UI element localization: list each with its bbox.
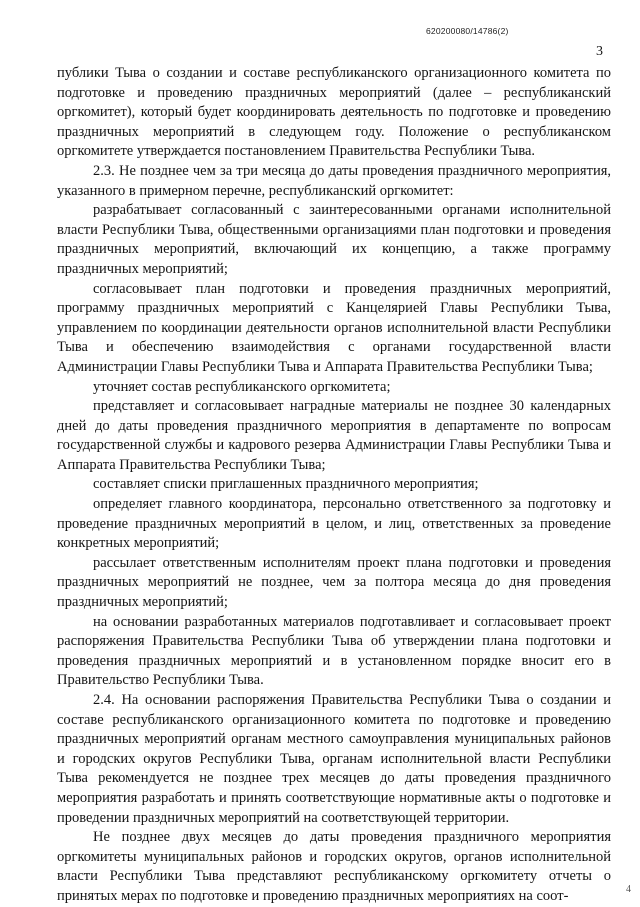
paragraph-award-materials: представляет и согласовывает наградные материалы не позднее 30 календарных дней до даты проведения праздничного мероприятия в департаменте по вопросам государственной службы и кадрового резерва Администрации Главы Республики Тыва и Аппарата Правительства Республики Тыва; bbox=[57, 398, 611, 473]
paragraph-prepares-order: на основании разработанных материалов подготавливает и согласовывает проект распоряжения Правительства Республики Тыва об утверждении плана подготовки и проведения праздничных мероприятий и в установленном порядке вносит его в Правительство Республики Тыва. bbox=[57, 613, 611, 689]
paragraph-main-coordinator: определяет главного координатора, персонально ответственного за подготовку и проведение праздничных мероприятий в целом, и лиц, ответственных за проведение конкретных мероприятий; bbox=[57, 496, 611, 552]
paragraph-guest-lists: составляет списки приглашенных праздничного мероприятия; bbox=[93, 476, 479, 493]
paragraph-section-2-4: 2.4. На основании распоряжения Правительства Республики Тыва о создании и составе республиканского организационного комитета по подготовке и проведению праздничных мероприятий органам местного самоуправления муниципальных районов и городских округов Республики Тыва, органам исполнительной власти Республики Тыва рекомендуется не позднее трех месяцев до даты проведения праздничного мероприятия разработать и принять соответствующие нормативные акты о подготовке и проведении праздничных мероприятий на соответствующей территории. bbox=[57, 692, 611, 826]
document-registration-number: 620200080/14786(2) bbox=[426, 26, 509, 36]
document-body bbox=[57, 64, 611, 907]
paragraph-clarifies-composition: уточняет состав республиканского оргкомитета; bbox=[93, 378, 391, 395]
paragraph-reports: Не позднее двух месяцев до даты проведения праздничного мероприятия оргкомитеты муниципальных районов и городских округов, органов исполнительной власти Республики Тыва представляют республиканскому оргкомитету отчеты о принятых мерах по подготовке и проведению праздничных мероприятиях на соот- bbox=[57, 829, 611, 904]
paragraph-approves-plan: согласовывает план подготовки и проведения праздничных мероприятий, программу праздничных мероприятий с Канцелярией Главы Республики Тыва, управлением по координации деятельности органов исполнительной власти Республики Тыва и обеспечению взаимодействия с органами государственной власти Администрации Главы Республики Тыва и Аппарата Правительства Республики Тыва; bbox=[57, 280, 611, 375]
paragraph-section-2-3: 2.3. Не позднее чем за три месяца до даты проведения праздничного мероприятия, указанного в примерном перечне, республиканский оргкомитет: bbox=[57, 162, 611, 199]
paragraph-sends-draft: рассылает ответственным исполнителям проект плана подготовки и проведения праздничных мероприятий не позднее, чем за полтора месяца до дня проведения праздничных мероприятий; bbox=[57, 554, 611, 611]
paragraph-continuation: публики Тыва о создании и составе республиканского организационного комитета по подготовке и проведению праздничных мероприятий (далее – республиканский оргкомитет), который будет координировать деятельность по подготовке и проведению праздничных мероприятий в следующем году. Положение о республиканском оргкомитете утверждается постановлением Правительства Республики Тыва. bbox=[57, 65, 611, 160]
corner-mark: 4 bbox=[626, 884, 631, 895]
paragraph-develops-plan: разрабатывает согласованный с заинтересованными органами исполнительной власти Республики Тыва, общественными организациями план подготовки и проведения праздничных мероприятий, включающий их концепцию, а также программу праздничных мероприятий; bbox=[57, 202, 611, 277]
page-number: 3 bbox=[596, 44, 603, 59]
